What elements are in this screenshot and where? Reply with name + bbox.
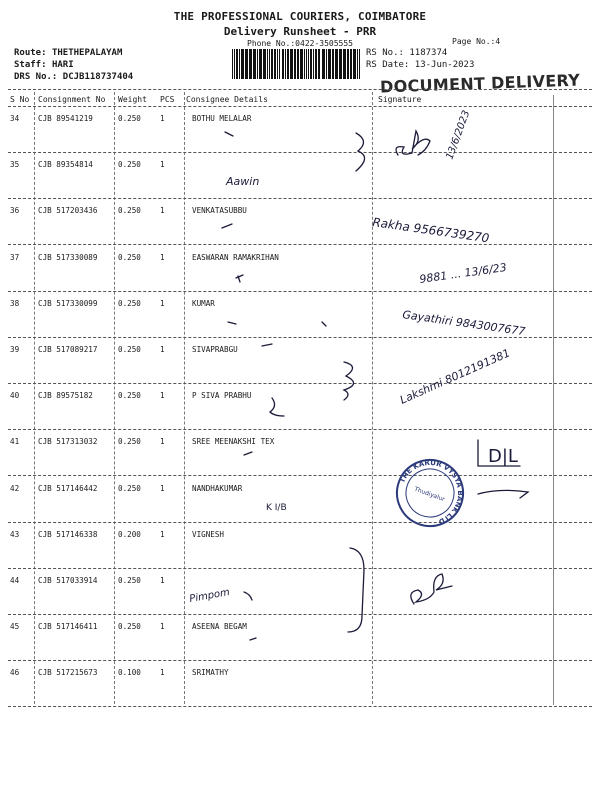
signature-43-bracket [348, 548, 364, 632]
row-weight: 0.250 [118, 114, 141, 123]
svg-text:THE KARUR VYSYA BANK LTD: THE KARUR VYSYA BANK LTD [398, 458, 465, 526]
handwriting-41: D|L [488, 446, 518, 467]
row-consignment-no: CJB 517146442 [38, 484, 98, 493]
row-pcs: 1 [160, 206, 165, 215]
tick-mark [262, 344, 272, 346]
tick-mark [228, 322, 236, 324]
row-consignment-no: CJB 517033914 [38, 576, 98, 585]
row-weight: 0.250 [118, 391, 141, 400]
row-sno: 46 [10, 668, 20, 677]
tick-mark [244, 592, 252, 600]
col-pcs-header: PCS [160, 95, 175, 104]
signature-42 [478, 490, 528, 498]
document-delivery-stamp: DOCUMENT DELIVERY [379, 70, 581, 97]
staff-label: Staff: [14, 60, 47, 70]
row-pcs: 1 [160, 253, 165, 262]
row-sno: 39 [10, 345, 20, 354]
col-consignee-header: Consignee Details [186, 95, 268, 104]
row-pcs: 1 [160, 299, 165, 308]
signature-34-mark [396, 131, 430, 155]
handwriting-36: Rakha 9566739270 [371, 215, 491, 246]
row-sno: 44 [10, 576, 20, 585]
row-sno: 38 [10, 299, 20, 308]
row-consignment-no: CJB 517330089 [38, 253, 98, 262]
row-weight: 0.250 [118, 160, 141, 169]
route-value: THETHEPALAYAM [51, 48, 123, 58]
bank-seal [387, 449, 474, 535]
rs-date-label: RS Date: [366, 60, 410, 70]
row-consignment-no: CJB 517215673 [38, 668, 98, 677]
row-sno: 35 [10, 160, 20, 169]
row-pcs: 1 [160, 160, 165, 169]
row-consignee: BOTHU MELALAR [192, 114, 252, 123]
route-label: Route: [14, 48, 47, 58]
row-consignee: SREE MEENAKSHI TEX [192, 437, 275, 446]
row-weight: 0.250 [118, 299, 141, 308]
handwriting-34-date: 13/6/2023 [444, 109, 473, 162]
row-sno: 41 [10, 437, 20, 446]
col-weight-header: Weight [118, 95, 147, 104]
row-consignee: VIGNESH [192, 530, 225, 539]
row-consignee: ASEENA BEGAM [192, 622, 247, 631]
col-sno-header: S No [10, 95, 30, 104]
row-consignee: P SIVA PRABHU [192, 391, 252, 400]
tick-mark [225, 132, 233, 136]
tick-mark [250, 638, 256, 640]
row-consignment-no: CJB 517313032 [38, 437, 98, 446]
handwriting-40: Lakshmi 8012191381 [397, 346, 513, 407]
row-weight: 0.100 [118, 668, 141, 677]
row-weight: 0.250 [118, 253, 141, 262]
row-pcs: 1 [160, 576, 165, 585]
row-pcs: 1 [160, 114, 165, 123]
row-consignee: VENKATASUBBU [192, 206, 247, 215]
tick-mark [244, 452, 252, 455]
rs-date-value: 13-Jun-2023 [414, 60, 475, 70]
handwriting-42: K I/B [266, 503, 287, 513]
row-weight: 0.250 [118, 484, 141, 493]
signature-34 [356, 133, 365, 171]
row-consignment-no: CJB 517146411 [38, 622, 98, 631]
signature-44 [411, 574, 452, 604]
row-sno: 45 [10, 622, 20, 631]
row-sno: 36 [10, 206, 20, 215]
tick-mark-40 [270, 398, 284, 416]
tick-mark [236, 275, 243, 282]
tick-mark [222, 224, 232, 228]
row-sno: 42 [10, 484, 20, 493]
col-signature-header: Signature [378, 95, 422, 104]
row-sno: 43 [10, 530, 20, 539]
row-consignee: SRIMATHY [192, 668, 229, 677]
tick-mark [322, 322, 326, 326]
handwriting-35: Aawin [226, 175, 260, 188]
row-consignment-no: CJB 89575182 [38, 391, 93, 400]
row-consignment-no: CJB 89541219 [38, 114, 93, 123]
row-pcs: 1 [160, 437, 165, 446]
row-consignee: EASWARAN RAMAKRIHAN [192, 253, 279, 262]
col-consignment-header: Consignment No [38, 95, 106, 104]
row-pcs: 1 [160, 345, 165, 354]
row-consignment-no: CJB 517146338 [38, 530, 98, 539]
row-consignee: NANDHAKUMAR [192, 484, 243, 493]
handwriting-37: 9881 ... 13/6/23 [418, 260, 508, 286]
row-consignment-no: CJB 517203436 [38, 206, 98, 215]
row-consignee: SIVAPRABGU [192, 345, 238, 354]
phone-number: Phone No.:0422-3505555 [247, 39, 353, 48]
handwriting-38: Gayathiri 9843007677 [401, 308, 527, 339]
row-weight: 0.250 [118, 576, 141, 585]
row-pcs: 1 [160, 622, 165, 631]
page-number: Page No.:4 [452, 37, 501, 46]
drs-label: DRS No.: [14, 72, 58, 82]
row-pcs: 1 [160, 530, 165, 539]
row-weight: 0.250 [118, 437, 141, 446]
row-weight: 0.250 [118, 622, 141, 631]
row-pcs: 1 [160, 391, 165, 400]
drs-value: DCJB118737404 [62, 72, 134, 82]
row-weight: 0.250 [118, 345, 141, 354]
row-pcs: 1 [160, 484, 165, 493]
company-title: THE PROFESSIONAL COURIERS, COIMBATORE [173, 10, 427, 23]
rs-no-value: 1187374 [409, 48, 448, 58]
row-consignment-no: CJB 517330099 [38, 299, 98, 308]
row-consignee: KUMAR [192, 299, 215, 308]
row-sno: 37 [10, 253, 20, 262]
staff-value: HARI [51, 60, 74, 70]
row-sno: 34 [10, 114, 20, 123]
row-sno: 40 [10, 391, 20, 400]
row-consignment-no: CJB 89354814 [38, 160, 93, 169]
runsheet-title: Delivery Runsheet - PRR [223, 25, 377, 38]
row-weight: 0.200 [118, 530, 141, 539]
row-weight: 0.250 [118, 206, 141, 215]
svg-text:Thudiyalur: Thudiyalur [413, 485, 446, 504]
signature-39-brace [344, 362, 354, 400]
row-consignment-no: CJB 517089217 [38, 345, 98, 354]
row-pcs: 1 [160, 668, 165, 677]
handwriting-44: Pimpom [188, 587, 231, 605]
rs-no-label: RS No.: [366, 48, 404, 58]
